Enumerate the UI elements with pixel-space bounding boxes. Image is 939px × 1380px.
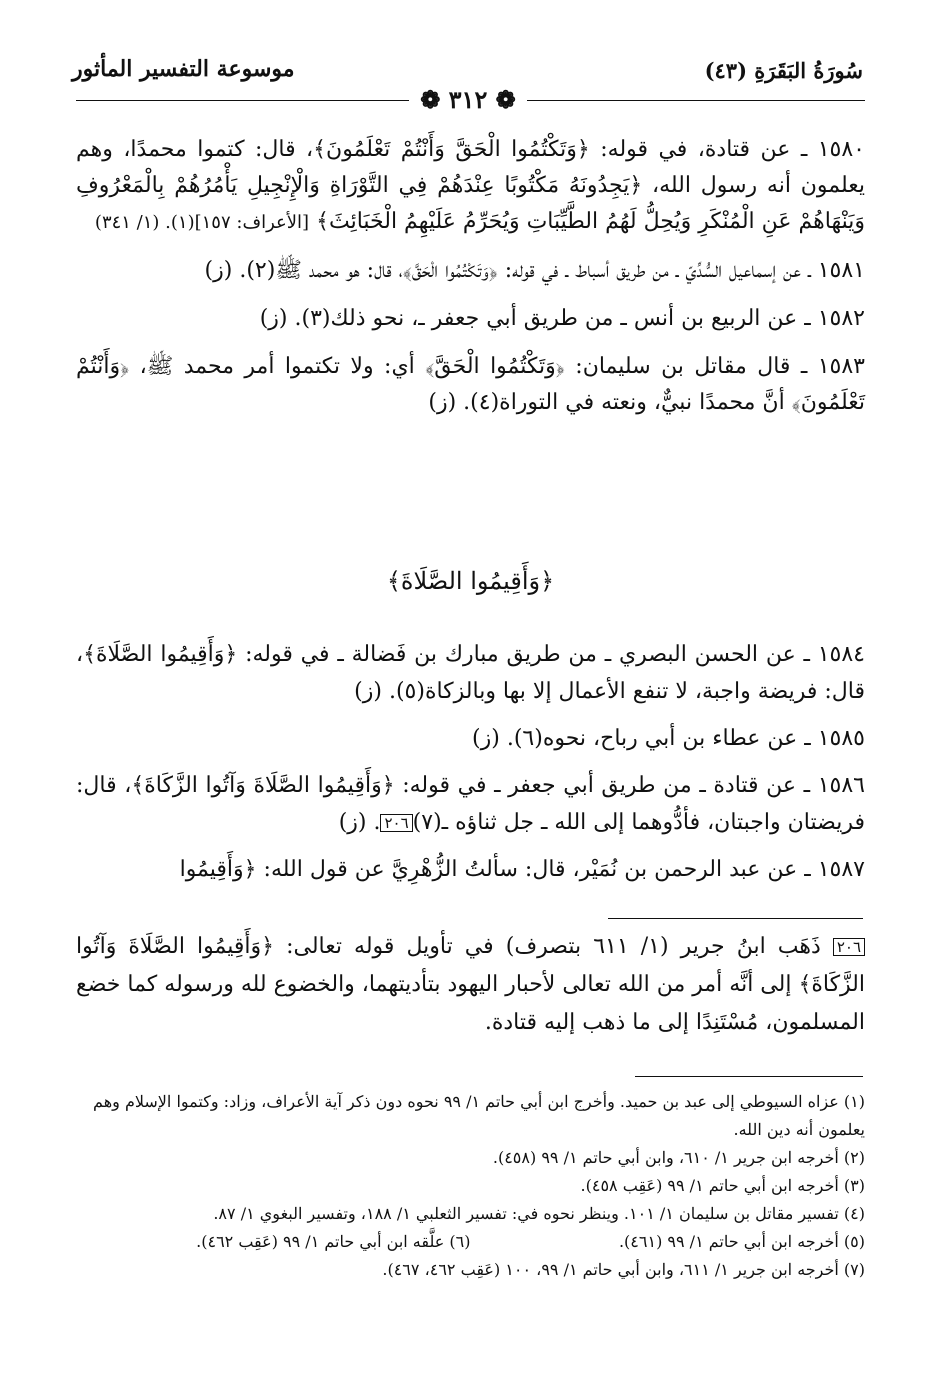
paragraph-1580-text: ١٥٨٠ ـ عن قتادة، في قوله: ﴿وَتَكْتُمُوا الْحَقَّ وَأَنْتُمْ تَعْلَمُونَ﴾، قال: كتموا محمدًا، وهم يعلمون أنه رسول الله، ﴿يَجِدُونَهُ مَكْتُوبًا عِنْدَهُمْ فِي التَّوْرَاةِ وَالْإِنْجِيلِ يَأْمُرُهُمْ بِالْمَعْرُوفِ وَيَنْهَاهُمْ عَنِ الْمُنْكَرِ وَيُحِلُّ لَهُمُ الطَّيِّبَاتِ وَيُحَرِّمُ عَلَيْهِمُ الْخَبَائِثَ﴾ xyxy=(76,137,865,234)
section-heading: ﴿وَأَقِيمُوا الصَّلَاةَ﴾ xyxy=(386,567,555,595)
paragraph-1580-ref: [الأعراف: ١٥٧](١). (١/ ٣٤١) xyxy=(94,212,310,233)
paragraph-1586-text: ١٥٨٦ ـ عن قتادة ـ من طريق أبي جعفر ـ في قوله: ﴿وَأَقِيمُوا الصَّلَاةَ وَآتُوا الزَّكَاةَ﴾، قال: فريضتان واجبتان، فأدُّوهما إلى الله ـ جل ثناؤه ـ(٧) xyxy=(76,773,865,835)
footnote-5: (٥) أخرجه ابن أبي حاتم ١/ ٩٩ (٤٦١). xyxy=(618,1232,865,1251)
paragraph-1581: ١٥٨١ ـ عن إسماعيل السُّدِّيّ ـ من طريق أسباط ـ في قوله: ﴿وَتَكْتُمُوا الْحَقَّ﴾، قال: هو محمد ﷺ(٢). (ز) xyxy=(204,258,865,283)
comment-text: ذَهَب ابنُ جرير (١/ ٦١١ بتصرف) في تأويل قوله تعالى: ﴿وَأَقِيمُوا الصَّلَاةَ وَآتُوا الزَّكَاةَ﴾ إلى أنَّه أمر من الله تعالى لأحبار اليهود بتأديتهما، والخضوع لله ورسوله كما خضع المسلمون، مُسْتَنِدًا إلى ما ذهب إليه قتادة. xyxy=(76,934,865,1035)
footnote-rule xyxy=(635,1076,863,1077)
paragraph-1586 xyxy=(76,767,865,841)
footnote-7: (٧) أخرجه ابن جرير ١/ ٦١١، وابن أبي حاتم ١/ ٩٩، ١٠٠ (عَقِب ٤٦٢، ٤٦٧). xyxy=(382,1260,865,1279)
book-title-header: موسوعة التفسير المأثور xyxy=(72,56,295,82)
footnote-3: (٣) أخرجه ابن أبي حاتم ١/ ٩٩ (عَقِب ٤٥٨). xyxy=(580,1176,865,1195)
surah-header: سُورَةُ البَقَرَةِ (٤٣) xyxy=(704,58,863,83)
footnote-2: (٢) أخرجه ابن جرير ١/ ٦١٠، وابن أبي حاتم ١/ ٩٩ (٤٥٨). xyxy=(492,1148,865,1167)
page-number: ❁ ٣١٢ ❁ xyxy=(409,84,527,116)
paragraph-1587: ١٥٨٧ ـ عن عبد الرحمن بن نُمَيْر، قال: سألتُ الزُّهْرِيَّ عن قول الله: ﴿وَأَقِيمُوا xyxy=(179,857,865,882)
paragraph-1582: ١٥٨٢ ـ عن الربيع بن أنس ـ من طريق أبي جعفر ـ، نحو ذلك(٣). (ز) xyxy=(259,306,865,331)
footnote-row-5-6 xyxy=(76,1228,865,1256)
comment-ref-box: ٢٠٦ xyxy=(380,814,412,832)
comment-number-box: ٢٠٦ xyxy=(833,938,865,956)
footnote-4: (٤) تفسير مقاتل بن سليمان ١/ ١٠١. وينظر نحوه في: تفسير الثعلبي ١/ ١٨٨، وتفسير البغوي ١/ ٨٧. xyxy=(213,1204,865,1223)
footnote-1: (١) عزاه السيوطي إلى عبد بن حميد. وأخرج ابن أبي حاتم ١/ ٩٩ نحوه دون ذكر آية الأعراف، وزاد: وكتموا الإسلام وهم يعلمون أنه دين الله. xyxy=(93,1092,865,1139)
paragraph-1586-end: . (ز) xyxy=(338,810,381,835)
paragraph-1585: ١٥٨٥ ـ عن عطاء بن أبي رباح، نحوه(٦). (ز) xyxy=(472,726,865,751)
paragraph-1584: ١٥٨٤ ـ عن الحسن البصري ـ من طريق مبارك بن فَضالة ـ في قوله: ﴿وَأَقِيمُوا الصَّلَاةَ﴾، قال: فريضة واجبة، لا تنفع الأعمال إلا بها وبالزكاة(٥). (ز) xyxy=(76,642,865,704)
paragraph-1580 xyxy=(76,132,865,241)
footnotes xyxy=(76,1088,865,1284)
footnote-6: (٦) علَّقه ابن أبي حاتم ١/ ٩٩ (عَقِب ٤٦٢). xyxy=(196,1232,471,1251)
paragraph-1583: ١٥٨٣ ـ قال مقاتل بن سليمان: ﴿وَتَكْتُمُوا الْحَقَّ﴾ أي: ولا تكتموا أمر محمد ﷺ، ﴿وَأَنْتُمْ تَعْلَمُونَ﴾ أنَّ محمدًا نبيٌّ، ونعته في التوراة(٤). (ز) xyxy=(76,354,865,415)
comment-rule xyxy=(608,918,863,919)
main-text-2 xyxy=(76,636,865,898)
comment-block xyxy=(76,928,865,1042)
main-text xyxy=(76,132,865,433)
page-number-value: ٣١٢ xyxy=(448,85,488,114)
